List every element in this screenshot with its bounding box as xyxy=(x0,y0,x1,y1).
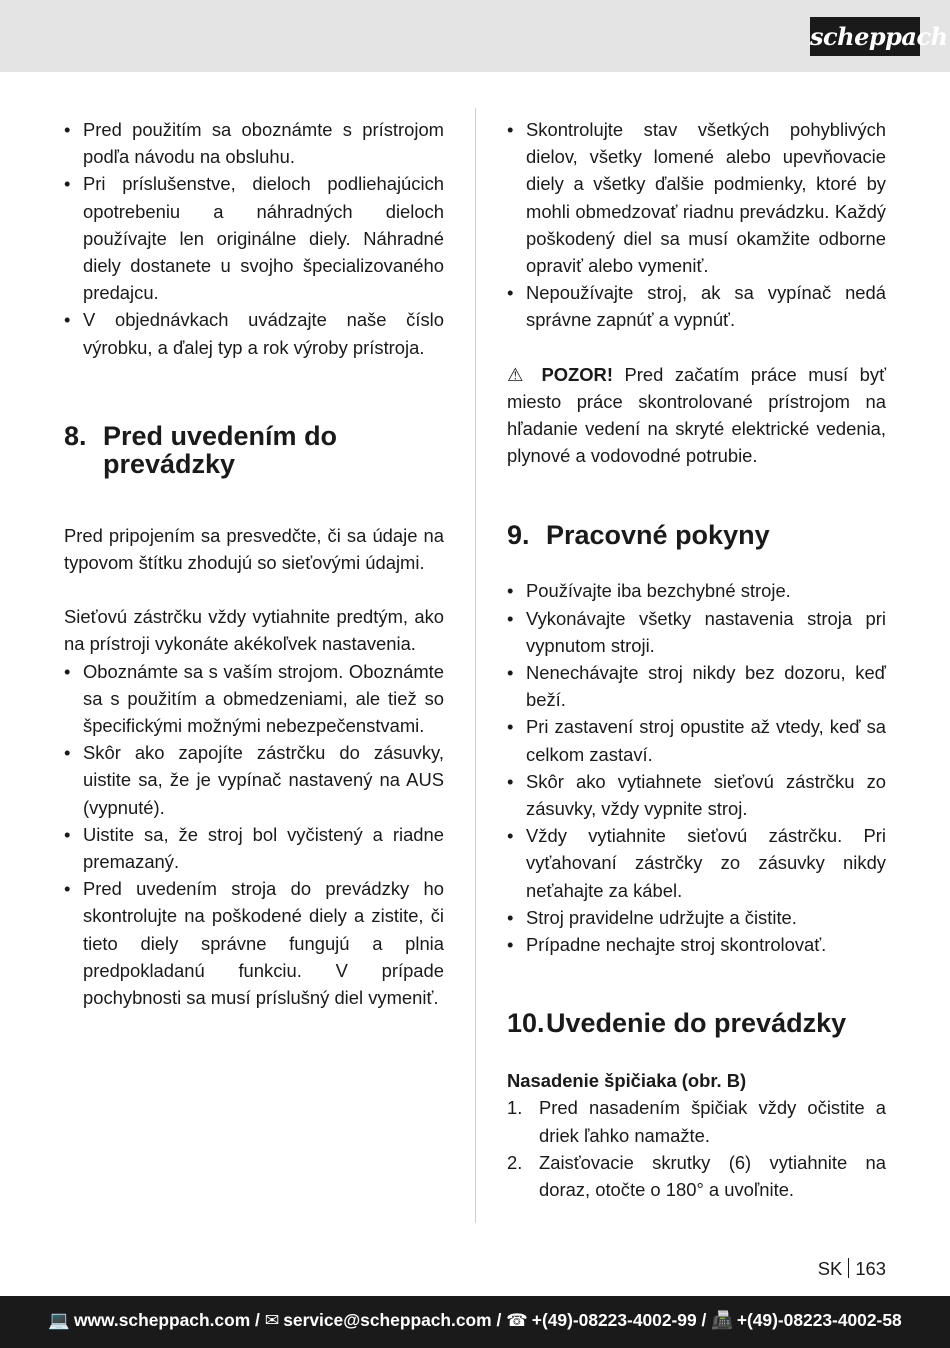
bullet-icon: • xyxy=(507,580,514,602)
language-code: SK xyxy=(817,1258,843,1279)
bullet-list-work-instructions xyxy=(507,577,886,958)
header-band xyxy=(0,0,950,72)
subheading-chisel: Nasadenie špičiaka (obr. B) xyxy=(507,1070,747,1092)
bullet-icon: • xyxy=(64,309,71,331)
paragraph-voltage-check: Pred pripojením sa presvedčte, či sa údaje na typovom štítku zhodujú so sieťovými údajmi. xyxy=(64,524,444,574)
list-item: • Pred použitím sa oboznámte s prístrojom podľa návodu na obsluhu. xyxy=(64,116,444,170)
bullet-icon: • xyxy=(64,660,71,682)
bullet-icon: • xyxy=(507,770,514,792)
list-item: • Nepoužívajte stroj, ak sa vypínač nedá správne zapnúť a vypnúť. xyxy=(507,279,886,333)
list-item: • Prípadne nechajte stroj skontrolovať. xyxy=(507,931,886,958)
bullet-icon: • xyxy=(507,825,514,847)
bullet-icon: • xyxy=(64,119,71,140)
section-number: 8. xyxy=(64,420,87,451)
list-item: • Pred uvedením stroja do prevádzky ho skontrolujte na poškodené diely a zistite, či tieto diely správne fungujú a plnia predpokladanú funkciu. V prípade pochybnosti sa musí príslušný diel vymeniť. xyxy=(64,875,444,1011)
bullet-icon: • xyxy=(64,173,71,195)
left-column xyxy=(64,116,444,1011)
page-number-value: 163 xyxy=(855,1258,886,1279)
right-column xyxy=(507,116,886,1203)
section-heading-8 xyxy=(64,422,444,478)
list-item: • Pri príslušenstve, dieloch podliehajúcich opotrebeniu a náhradných dieloch používajte len originálne diely. Náhradné diely dostanete u svojho špecializovaného predajcu. xyxy=(64,170,444,306)
warning-triangle-icon: ⚠ xyxy=(507,363,530,385)
footer-email[interactable]: service@scheppach.com xyxy=(283,1310,492,1330)
phone-icon: ☎ xyxy=(506,1310,528,1330)
list-item: • Stroj pravidelne udržujte a čistite. xyxy=(507,904,886,931)
bullet-icon: • xyxy=(507,934,514,956)
list-item: • Uistite sa, že stroj bol vyčistený a riadne premazaný. xyxy=(64,821,444,875)
warning-label: POZOR! xyxy=(541,363,613,385)
bullet-list-checks xyxy=(507,116,886,334)
list-item: • Skôr ako vytiahnete sieťovú zástrčku zo zásuvky, vždy vypnite stroj. xyxy=(507,768,886,822)
bullet-icon: • xyxy=(64,823,71,845)
section-title: Pred uvedením do prevádzky xyxy=(103,420,338,479)
paragraph-unplug: Sieťovú zástrčku vždy vytiahnite predtým, ako na prístroji vykonáte akékoľvek nastavenia. xyxy=(64,606,444,655)
footer-website[interactable]: www.scheppach.com xyxy=(73,1310,251,1330)
computer-icon: 💻 xyxy=(48,1310,70,1330)
footer-phone: +(49)-08223-4002-99 xyxy=(531,1310,697,1330)
bullet-icon: • xyxy=(507,662,514,684)
section-number: 9. xyxy=(507,520,530,551)
bullet-icon: • xyxy=(64,742,71,764)
bullet-icon: • xyxy=(507,716,514,738)
email-icon: ✉ xyxy=(264,1310,280,1330)
step-item: 1. Pred nasadením špičiak vždy očistite a driek ľahko namažte. xyxy=(507,1094,886,1148)
page-number xyxy=(818,1255,886,1282)
list-item: • Oboznámte sa s vaším strojom. Oboznámte sa s použitím a obmedzeniami, ale tiež so špecifickými možnými nebezpečenstvami. xyxy=(64,658,444,740)
list-item: • Skôr ako zapojíte zástrčku do zásuvky, uistite sa, že je vypínač nastavený na AUS (vypnuté). xyxy=(64,739,444,821)
section-heading-10 xyxy=(507,1009,886,1037)
scheppach-logo: scheppach xyxy=(810,17,920,56)
bullet-icon: • xyxy=(507,282,514,304)
bullet-icon: • xyxy=(507,906,514,928)
list-item: • Vždy vytiahnite sieťovú zástrčku. Pri vyťahovaní zástrčky zo zásuvky nikdy neťahajte za kábel. xyxy=(507,822,886,904)
section-heading-9 xyxy=(507,521,886,549)
section-number: 10. xyxy=(507,1008,545,1039)
column-divider xyxy=(475,108,476,1223)
section-title: Uvedenie do prevádzky xyxy=(546,1008,847,1039)
bullet-icon: • xyxy=(507,119,514,140)
section-title: Pracovné pokyny xyxy=(546,520,770,551)
list-item: • Používajte iba bezchybné stroje. xyxy=(507,577,886,604)
step-number: 1. xyxy=(507,1097,523,1119)
bullet-icon: • xyxy=(64,878,71,900)
list-item: • Vykonávajte všetky nastavenia stroja pri vypnutom stroji. xyxy=(507,605,886,659)
footer-contact-bar: 💻 www.scheppach.com / ✉ service@scheppach.com / ☎ +(49)-08223-4002-99 / 📠 +(49)-08223-4002-58 xyxy=(0,1296,950,1348)
page-number-separator xyxy=(848,1258,849,1278)
list-item: • V objednávkach uvádzajte naše číslo výrobku, a ďalej typ a rok výroby prístroja. xyxy=(64,306,444,360)
bullet-list-startup xyxy=(64,658,444,1012)
numbered-steps xyxy=(507,1094,886,1203)
bullet-list-intro xyxy=(64,116,444,361)
list-item: • Pri zastavení stroj opustite až vtedy, keď sa celkom zastaví. xyxy=(507,713,886,767)
footer-fax: +(49)-08223-4002-58 xyxy=(736,1310,902,1330)
step-number: 2. xyxy=(507,1151,523,1173)
warning-paragraph xyxy=(507,361,886,470)
list-item: • Nenechávajte stroj nikdy bez dozoru, keď beží. xyxy=(507,659,886,713)
step-item: 2. Zaisťovacie skrutky (6) vytiahnite na doraz, otočte o 180° a uvoľnite. xyxy=(507,1149,886,1203)
warning-text: Pred začatím práce musí byť miesto práce skontrolované prístrojom na hľadanie vedení na skryté elektrické vedenia, plynové a vodovodné potrubie. xyxy=(507,363,886,467)
bullet-icon: • xyxy=(507,607,514,629)
list-item: • Skontrolujte stav všetkých pohyblivých dielov, všetky lomené alebo upevňovacie diely a všetky ďalšie podmienky, ktoré by mohli obmedzovať riadnu prevádzku. Každý poškodený diel sa musí okamžite odborne opraviť alebo vymeniť. xyxy=(507,116,886,279)
fax-icon: 📠 xyxy=(711,1310,733,1330)
